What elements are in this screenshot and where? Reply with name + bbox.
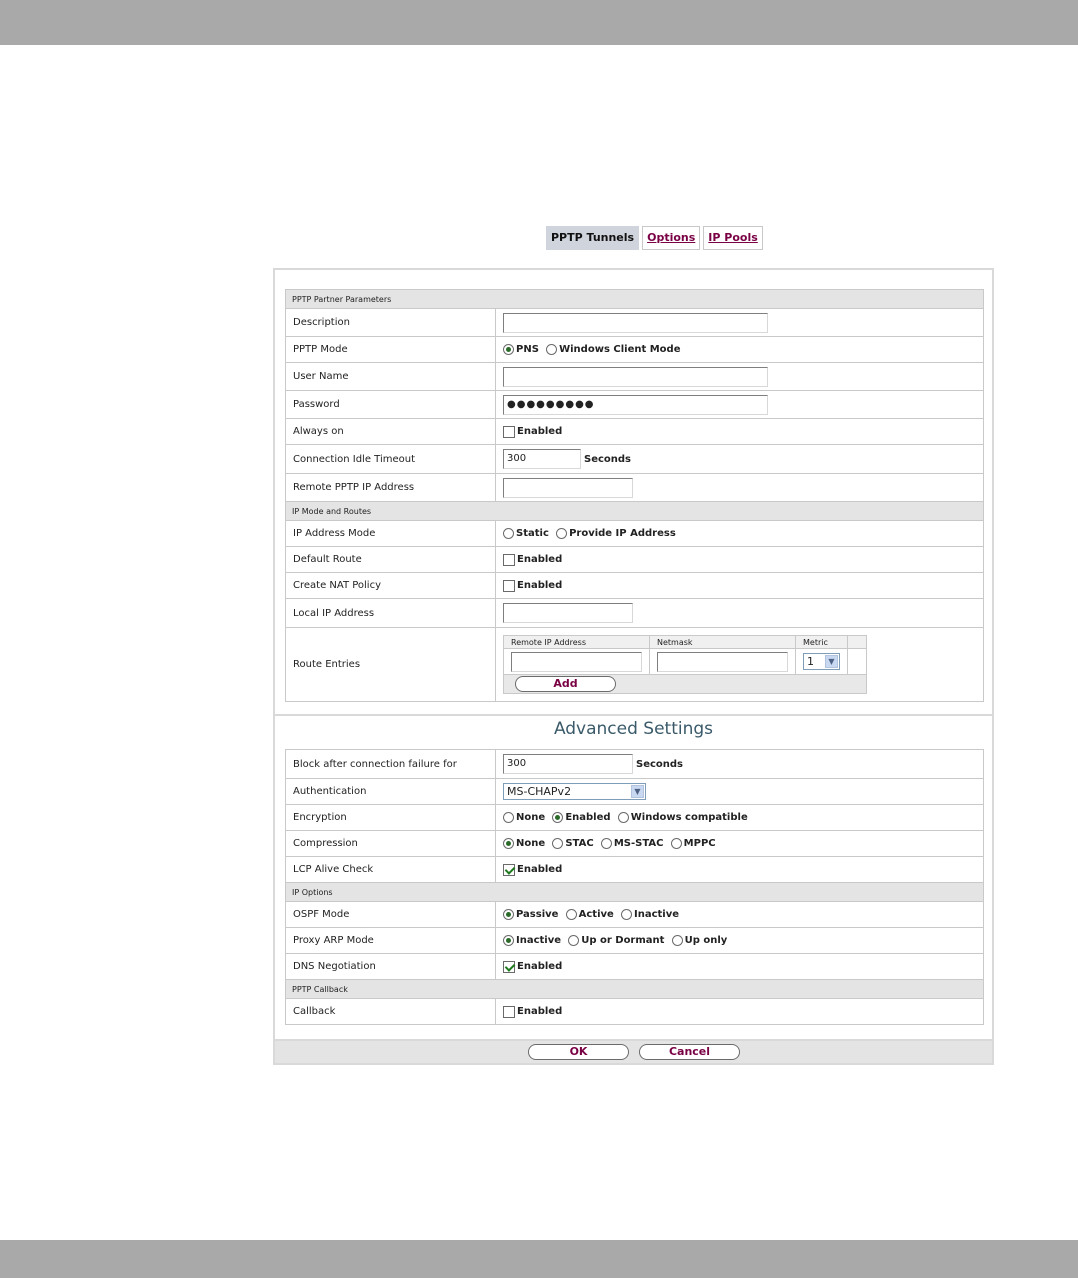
always-on-checkbox[interactable]	[503, 426, 515, 438]
pptp-mode-windows-client-label: Windows Client Mode	[559, 343, 681, 355]
compression-mppc-label: MPPC	[683, 837, 716, 849]
form-footer	[275, 1039, 992, 1063]
compression-ms-stac-radio[interactable]	[601, 838, 612, 849]
route-netmask-input[interactable]	[657, 652, 788, 672]
remote-pptp-ip-label: Remote PPTP IP Address	[286, 474, 496, 502]
authentication-select[interactable]	[503, 783, 646, 800]
proxy-arp-up-only-radio[interactable]	[672, 935, 683, 946]
section-ip-options: IP Options	[286, 883, 984, 902]
ospf-active-label: Active	[578, 908, 614, 920]
authentication-value: MS-CHAPv2	[507, 785, 572, 798]
top-bar	[0, 0, 1078, 45]
encryption-none-label: None	[516, 811, 546, 823]
basic-settings-table	[285, 289, 984, 702]
bottom-bar	[0, 1240, 1078, 1278]
section-pptp-partner-parameters: PPTP Partner Parameters	[286, 290, 984, 309]
proxy-arp-up-dormant-radio[interactable]	[568, 935, 579, 946]
dns-negotiation-option-label: Enabled	[517, 961, 563, 972]
block-after-failure-label: Block after connection failure for	[286, 750, 496, 779]
advanced-settings-table	[285, 749, 984, 1025]
proxy-arp-mode-label: Proxy ARP Mode	[286, 928, 496, 954]
always-on-label: Always on	[286, 419, 496, 445]
compression-label: Compression	[286, 831, 496, 857]
route-col-metric: Metric	[796, 636, 848, 649]
advanced-divider	[275, 714, 992, 716]
chevron-down-icon: ▼	[631, 785, 644, 798]
password-label: Password	[286, 391, 496, 419]
idle-timeout-input[interactable]: 300	[503, 449, 581, 469]
encryption-windows-radio[interactable]	[618, 812, 629, 823]
authentication-label: Authentication	[286, 779, 496, 805]
route-col-netmask: Netmask	[650, 636, 796, 649]
callback-checkbox[interactable]	[503, 1006, 515, 1018]
block-after-failure-unit: Seconds	[636, 758, 684, 770]
route-entries-table	[503, 635, 867, 694]
ip-address-mode-label: IP Address Mode	[286, 521, 496, 547]
add-route-button[interactable]: Add	[515, 676, 616, 692]
settings-panel	[273, 268, 994, 1065]
description-input[interactable]	[503, 313, 768, 333]
ospf-mode-label: OSPF Mode	[286, 902, 496, 928]
ip-mode-static-radio[interactable]	[503, 528, 514, 539]
route-remote-ip-input[interactable]	[511, 652, 642, 672]
proxy-arp-up-only-label: Up only	[684, 934, 728, 946]
encryption-windows-label: Windows compatible	[630, 811, 748, 823]
callback-option-label: Enabled	[517, 1006, 563, 1017]
route-metric-select[interactable]	[803, 653, 840, 670]
compression-mppc-radio[interactable]	[671, 838, 682, 849]
local-ip-input[interactable]	[503, 603, 633, 623]
route-col-blank	[848, 636, 867, 649]
proxy-arp-inactive-radio[interactable]	[503, 935, 514, 946]
idle-timeout-unit: Seconds	[584, 453, 632, 465]
ospf-passive-radio[interactable]	[503, 909, 514, 920]
create-nat-policy-checkbox[interactable]	[503, 580, 515, 592]
pptp-mode-pns-label: PNS	[516, 343, 539, 355]
pptp-mode-label: PPTP Mode	[286, 337, 496, 363]
password-input[interactable]: ●●●●●●●●●	[503, 395, 768, 415]
compression-stac-radio[interactable]	[552, 838, 563, 849]
ip-mode-static-label: Static	[516, 527, 549, 539]
ospf-passive-label: Passive	[516, 908, 559, 920]
cancel-button[interactable]: Cancel	[639, 1044, 740, 1060]
local-ip-label: Local IP Address	[286, 599, 496, 628]
description-label: Description	[286, 309, 496, 337]
ip-mode-provide-label: Provide IP Address	[569, 527, 676, 539]
encryption-enabled-label: Enabled	[565, 811, 611, 823]
default-route-checkbox[interactable]	[503, 554, 515, 566]
compression-ms-stac-label: MS-STAC	[613, 837, 664, 849]
lcp-alive-check-label: LCP Alive Check	[286, 857, 496, 883]
block-after-failure-input[interactable]: 300	[503, 754, 633, 774]
proxy-arp-inactive-label: Inactive	[516, 934, 562, 946]
tab-ip-pools[interactable]: IP Pools	[703, 226, 762, 250]
proxy-arp-up-dormant-label: Up or Dormant	[581, 934, 665, 946]
remote-pptp-ip-input[interactable]	[503, 478, 633, 498]
lcp-alive-check-option-label: Enabled	[517, 864, 563, 875]
tab-options[interactable]: Options	[642, 226, 700, 250]
lcp-alive-check-checkbox[interactable]	[503, 864, 515, 876]
dns-negotiation-label: DNS Negotiation	[286, 954, 496, 980]
default-route-label: Default Route	[286, 547, 496, 573]
ospf-active-radio[interactable]	[566, 909, 577, 920]
section-ip-mode-and-routes: IP Mode and Routes	[286, 502, 984, 521]
section-pptp-callback: PPTP Callback	[286, 980, 984, 999]
always-on-option-label: Enabled	[517, 426, 563, 437]
user-name-label: User Name	[286, 363, 496, 391]
route-entries-label: Route Entries	[286, 628, 496, 702]
create-nat-policy-label: Create NAT Policy	[286, 573, 496, 599]
callback-label: Callback	[286, 999, 496, 1025]
create-nat-policy-option-label: Enabled	[517, 580, 563, 591]
pptp-mode-windows-client-radio[interactable]	[546, 344, 557, 355]
compression-none-radio[interactable]	[503, 838, 514, 849]
ip-mode-provide-radio[interactable]	[556, 528, 567, 539]
idle-timeout-label: Connection Idle Timeout	[286, 445, 496, 474]
default-route-option-label: Enabled	[517, 554, 563, 565]
pptp-mode-pns-radio[interactable]	[503, 344, 514, 355]
advanced-settings-title: Advanced Settings	[553, 719, 714, 739]
route-col-remote-ip: Remote IP Address	[504, 636, 650, 649]
ok-button[interactable]: OK	[528, 1044, 629, 1060]
dns-negotiation-checkbox[interactable]	[503, 961, 515, 973]
compression-stac-label: STAC	[565, 837, 594, 849]
compression-none-label: None	[516, 837, 546, 849]
tab-pptp-tunnels[interactable]: PPTP Tunnels	[546, 226, 639, 250]
ospf-inactive-label: Inactive	[634, 908, 680, 920]
tab-bar	[546, 226, 763, 250]
chevron-down-icon: ▼	[825, 655, 838, 668]
encryption-enabled-radio[interactable]	[552, 812, 563, 823]
encryption-label: Encryption	[286, 805, 496, 831]
user-name-input[interactable]	[503, 367, 768, 387]
route-metric-value: 1	[807, 655, 814, 668]
encryption-none-radio[interactable]	[503, 812, 514, 823]
ospf-inactive-radio[interactable]	[621, 909, 632, 920]
